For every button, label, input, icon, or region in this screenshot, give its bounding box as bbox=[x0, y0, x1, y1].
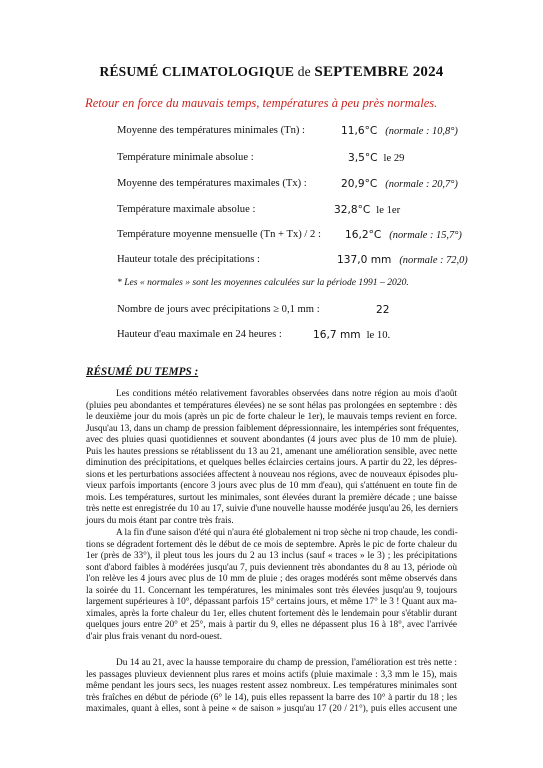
stat-value-tn-min bbox=[348, 152, 404, 164]
title-de: de bbox=[297, 64, 311, 79]
text-line: ximales, après la forte chaleur du 1er, elles chutent fortement dès le lendemain pour s'établir durant bbox=[86, 608, 457, 619]
stat-row-tn-min bbox=[117, 152, 254, 163]
stat-row-precip bbox=[117, 254, 260, 265]
stat-normal: (normale : 15,7°) bbox=[389, 230, 462, 241]
stat-value: 11,6°C bbox=[341, 125, 378, 137]
stat-value: 22 bbox=[376, 304, 390, 316]
text-line: les passages pluvieux deviennent plus rares et moins actifs (pluie maximale : 3,3 mm le 15), mais bbox=[86, 669, 457, 680]
stat-value: 16,2°C bbox=[345, 229, 382, 241]
text-line: 1er (près de 33°), il pleut tous les jours du 2 au 13 inclus (sauf « traces » le 3) ; les précipitations bbox=[86, 551, 457, 562]
text-line: la soirée du 11. Concernant les températures, les minimales sont très élevées jusqu'au 9, toujours bbox=[86, 585, 457, 596]
stat-value: 16,7 mm bbox=[313, 329, 361, 341]
stat-value-tx bbox=[341, 178, 458, 190]
stat-normal: (normale : 72,0) bbox=[399, 255, 468, 266]
text-line: largement supérieures à 10°, dépassant parfois 15° certains jours, et même 17° le 3 ! Quant aux ma- bbox=[86, 597, 457, 608]
stat-row-tn bbox=[117, 125, 305, 136]
text-line: avec des pluies quasi quotidiennes et souvent abondantes (4 jours avec plus de 10 mm de pluie). bbox=[86, 435, 457, 446]
text-line: Jusqu'au 13, dans un champ de pression faiblement dépressionnaire, les intempéries sont fréquentes, bbox=[86, 423, 459, 434]
stat-label: Température maximale absolue : bbox=[117, 204, 256, 215]
stat-normal: (normale : 10,8°) bbox=[385, 126, 458, 137]
text-line: quelques jours entre 20° et 25°, mais à partir du 9, elles ne dépassent plus 16 à 18°, avec l'arrivée bbox=[86, 620, 457, 631]
text-line: A la fin d'une saison d'été qui n'aura été globalement ni trop sèche ni trop chaude, les condi- bbox=[116, 528, 458, 538]
text-line: le deuxième jour du mois (après un pic de forte chaleur le 1er), le mauvais temps revient en force. bbox=[86, 412, 457, 423]
stat-row-rain-days bbox=[117, 304, 320, 315]
stat-normal: (normale : 20,7°) bbox=[385, 179, 458, 190]
text-line: Puis les hautes pressions se rétablissent du 13 au 21, amenant une amélioration sensible, avec nette bbox=[86, 446, 457, 457]
normals-footnote: * Les « normales » sont les moyennes calculées sur la période 1991 – 2020. bbox=[117, 277, 409, 288]
stat-label: Température minimale absolue : bbox=[117, 152, 254, 163]
stat-row-tx-max bbox=[117, 204, 255, 215]
title-month: SEPTEMBRE 2024 bbox=[314, 64, 444, 80]
text-line: (pluies peu abondantes et températures élevées) ne se sont hélas pas prolongées en septembre : dès bbox=[86, 400, 457, 411]
summary-paragraph-1 bbox=[86, 389, 457, 528]
text-line: même pendant les jours secs, les nuages restent assez nombreux. Les températures minimales sont bbox=[86, 681, 457, 692]
text-line: l'on relève les 4 jours avec plus de 10 mm de pluie ; des orages modérés sont même observés dans bbox=[86, 574, 457, 585]
stat-value: 20,9°C bbox=[341, 178, 378, 190]
stat-value-tmean bbox=[345, 229, 462, 241]
stat-value-rain-days bbox=[376, 304, 389, 316]
text-line: mois. Les températures, surtout les minimales, sont élevées durant la première décade ; une baisse bbox=[86, 492, 457, 503]
stat-row-tmean bbox=[117, 229, 321, 240]
text-line: tions se dégradent fortement dès le début de ce mois de septembre. Après le pic de forte chaleur du bbox=[86, 539, 457, 550]
stat-label: Hauteur d'eau maximale en 24 heures : bbox=[117, 329, 282, 340]
text-line: jours du mois étant par contre très frais. bbox=[86, 516, 234, 527]
text-line: sions et les perturbations associées affectent à nouveau nos régions, avec de nouveaux épisodes plu- bbox=[86, 469, 458, 480]
stat-value: 32,8°C bbox=[334, 204, 371, 216]
page-title bbox=[0, 64, 543, 81]
text-line: d'air plus frais venant du nord-ouest. bbox=[86, 631, 222, 642]
stat-value: 137,0 mm bbox=[337, 254, 392, 266]
stat-row-max-24h bbox=[117, 329, 282, 340]
page-subtitle: Retour en force du mauvais temps, températures à peu près normales. bbox=[85, 96, 438, 110]
text-line: Du 14 au 21, avec la hausse temporaire du champ de pression, l'amélioration est très nette : bbox=[116, 658, 457, 668]
stat-value-tn bbox=[341, 125, 458, 137]
stat-value-max-24h bbox=[313, 329, 390, 341]
stat-date: le 1er bbox=[376, 205, 401, 216]
stat-label: Moyenne des températures maximales (Tx) : bbox=[117, 178, 307, 189]
stat-row-tx bbox=[117, 178, 307, 189]
stat-date: le 10. bbox=[366, 330, 391, 341]
section-title: RÉSUMÉ DU TEMPS : bbox=[86, 366, 199, 378]
text-line: très nette est enregistrée du 10 au 17, suivie d'une nouvelle hausse modérée jusqu'au 26, les derniers bbox=[86, 504, 459, 515]
text-line: très fraîches en début de période (6° le 14), puis elles repassent la barre des 10° à partir du 18 ; les bbox=[86, 692, 457, 703]
text-line: Les conditions météo relativement favorables observées dans notre région au mois d'août bbox=[116, 389, 457, 399]
summary-paragraph-2 bbox=[86, 528, 457, 643]
text-line: sont d'abord faibles à modérées jusqu'au 7, puis deviennent très abondantes du 8 au 13, période où bbox=[86, 562, 457, 573]
stat-value-tx-max bbox=[334, 204, 400, 216]
stat-label: Nombre de jours avec précipitations ≥ 0,1 mm : bbox=[117, 304, 320, 315]
text-line: maximales, quant à elles, sont à peine « de saison » jusqu'au 17 (20 / 21°), puis elles accusent une bbox=[86, 704, 457, 715]
stat-value: 3,5°C bbox=[348, 152, 378, 164]
stat-label: Hauteur totale des précipitations : bbox=[117, 254, 260, 265]
stat-label: Moyenne des températures minimales (Tn) : bbox=[117, 125, 305, 136]
title-prefix: RÉSUMÉ CLIMATOLOGIQUE bbox=[99, 64, 295, 79]
stat-label: Température moyenne mensuelle (Tn + Tx) / 2 : bbox=[117, 229, 321, 240]
text-line: diminution des précipitations, et quelques belles éclaircies certains jours. A partir du 22, les dépres- bbox=[86, 458, 457, 469]
text-line: vieux parfois importants (encore 3 jours avec plus de 10 mm d'eau), qui s'atténuent en toute fin de bbox=[86, 481, 457, 492]
stat-date: le 29 bbox=[383, 153, 405, 164]
summary-paragraph-3 bbox=[86, 658, 457, 716]
stat-value-precip bbox=[337, 254, 468, 266]
